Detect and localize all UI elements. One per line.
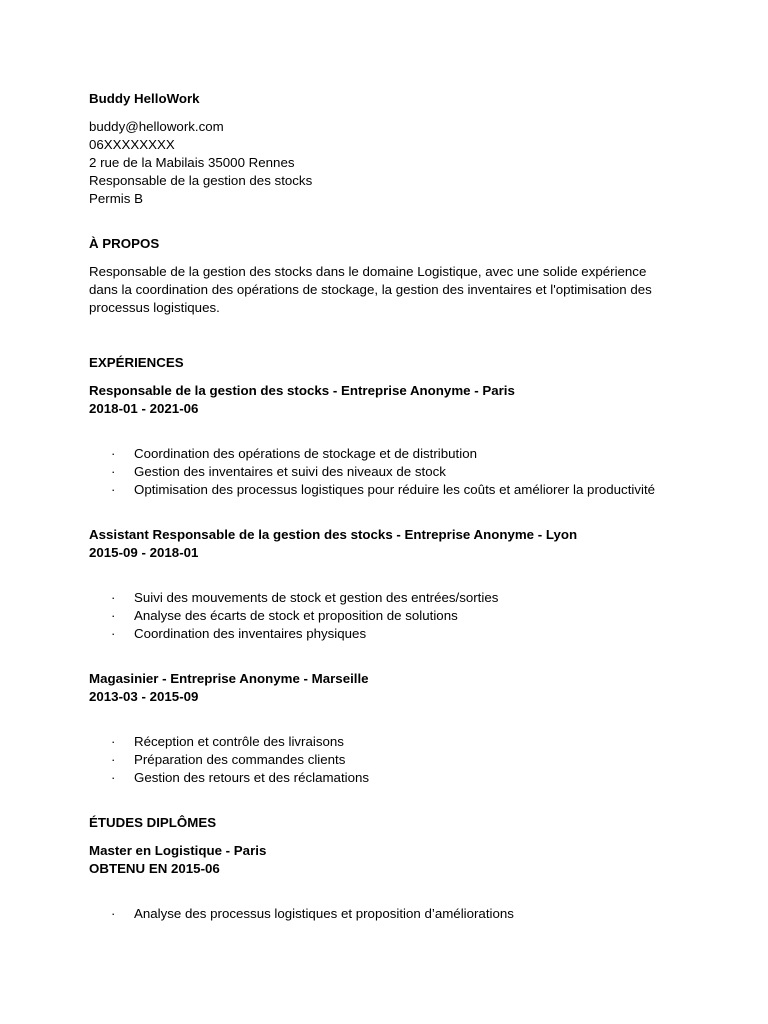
- list-item-text: Coordination des inventaires physiques: [134, 626, 367, 641]
- list-item: [89, 625, 729, 643]
- contact-phone: 06XXXXXXXX: [89, 137, 175, 152]
- list-item-text: Préparation des commandes clients: [134, 752, 346, 767]
- bullet-dot: ·: [111, 464, 116, 479]
- contact-license: Permis B: [89, 191, 143, 206]
- experience-bullets: [89, 589, 729, 643]
- experience-bullets: [89, 733, 729, 787]
- contact-address: 2 rue de la Mabilais 35000 Rennes: [89, 155, 295, 170]
- experience-title: Assistant Responsable de la gestion des stocks - Entreprise Anonyme - Lyon: [89, 527, 578, 542]
- list-item: [89, 769, 729, 787]
- about-line: dans la coordination des opérations de stockage, la gestion des inventaires et l'optimisation des: [89, 282, 652, 297]
- list-item-text: Analyse des écarts de stock et proposition de solutions: [134, 608, 458, 623]
- bullet-dot: ·: [111, 590, 116, 605]
- about-line: Responsable de la gestion des stocks dans le domaine Logistique, avec une solide expérience: [89, 264, 647, 279]
- about-line: processus logistiques.: [89, 300, 220, 315]
- experience-dates: 2015-09 - 2018-01: [89, 545, 199, 560]
- list-item: [89, 607, 729, 625]
- list-item: [89, 481, 729, 499]
- contact-email: buddy@hellowork.com: [89, 119, 224, 134]
- experiences-heading: EXPÉRIENCES: [89, 355, 184, 370]
- about-heading: À PROPOS: [89, 236, 160, 251]
- education-heading: ÉTUDES DIPLÔMES: [89, 815, 217, 830]
- education-title: Master en Logistique - Paris: [89, 843, 267, 858]
- experience-item: [89, 382, 729, 499]
- resume-content: [89, 90, 729, 923]
- experience-item: [89, 526, 729, 643]
- bullet-dot: ·: [111, 752, 116, 767]
- list-item: [89, 733, 729, 751]
- experience-header: [89, 526, 729, 562]
- list-item: [89, 905, 729, 923]
- candidate-name: Buddy HelloWork: [89, 91, 200, 106]
- experience-dates: 2013-03 - 2015-09: [89, 689, 199, 704]
- bullet-dot: ·: [111, 906, 116, 921]
- bullet-dot: ·: [111, 770, 116, 785]
- list-item: [89, 589, 729, 607]
- education-dates: OBTENU EN 2015-06: [89, 861, 220, 876]
- experience-item: [89, 670, 729, 787]
- experience-title: Magasinier - Entreprise Anonyme - Marseille: [89, 671, 369, 686]
- list-item: [89, 445, 729, 463]
- list-item-text: Coordination des opérations de stockage et de distribution: [134, 446, 477, 461]
- bullet-dot: ·: [111, 446, 116, 461]
- bullet-dot: ·: [111, 734, 116, 749]
- list-item-text: Gestion des inventaires et suivi des niveaux de stock: [134, 464, 446, 479]
- bullet-dot: ·: [111, 482, 116, 497]
- list-item: [89, 463, 729, 481]
- experience-title: Responsable de la gestion des stocks - Entreprise Anonyme - Paris: [89, 383, 515, 398]
- contact-block: [89, 118, 729, 208]
- bullet-dot: ·: [111, 626, 116, 641]
- experience-dates: 2018-01 - 2021-06: [89, 401, 199, 416]
- experience-header: [89, 670, 729, 706]
- contact-job-title: Responsable de la gestion des stocks: [89, 173, 313, 188]
- experience-header: [89, 382, 729, 418]
- list-item: [89, 751, 729, 769]
- about-text: [89, 263, 729, 317]
- education-item: [89, 842, 729, 923]
- list-item-text: Analyse des processus logistiques et proposition d’améliorations: [134, 906, 514, 921]
- list-item-text: Suivi des mouvements de stock et gestion des entrées/sorties: [134, 590, 499, 605]
- education-header: [89, 842, 729, 878]
- list-item-text: Optimisation des processus logistiques pour réduire les coûts et améliorer la productivité: [134, 482, 656, 497]
- list-item-text: Gestion des retours et des réclamations: [134, 770, 370, 785]
- bullet-dot: ·: [111, 608, 116, 623]
- experience-bullets: [89, 445, 729, 499]
- education-bullets: [89, 905, 729, 923]
- list-item-text: Réception et contrôle des livraisons: [134, 734, 344, 749]
